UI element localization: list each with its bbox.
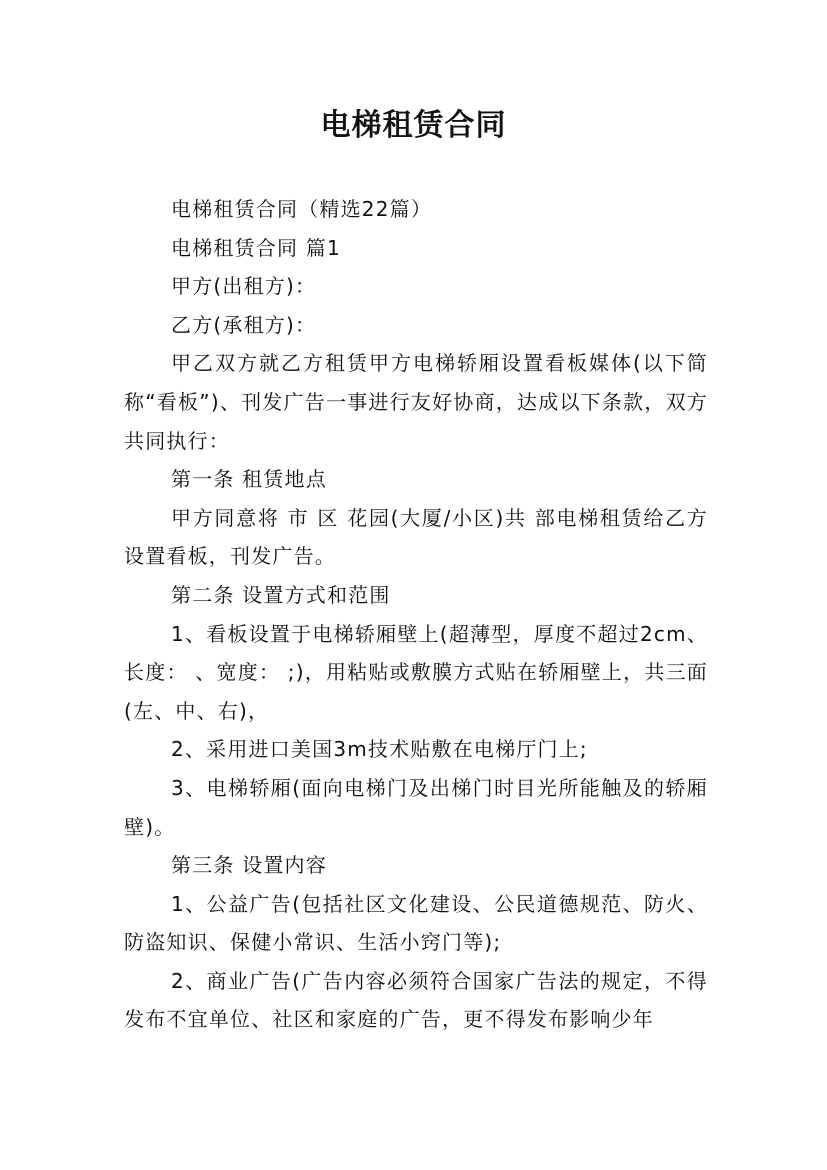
document-body	[124, 190, 708, 1039]
paragraph: 电梯租赁合同 篇1	[171, 235, 341, 260]
section-heading: 第一条 租赁地点	[171, 467, 327, 492]
paragraph: 1、看板设置于电梯轿厢壁上(超薄型，厚度不超过2cm、长度： 、宽度： ;)，用粘贴或敷膜方式贴在轿厢壁上，共三面(左、中、右)，	[124, 621, 708, 723]
paragraph: 2、采用进口美国3m技术贴敷在电梯厅门上;	[171, 737, 588, 762]
paragraph: 电梯租赁合同（精选22篇）	[171, 197, 433, 221]
paragraph: 甲方(出租方)：	[171, 274, 317, 299]
paragraph: 乙方(承租方)：	[171, 312, 317, 337]
paragraph: 甲乙双方就乙方租赁甲方电梯轿厢设置看板媒体(以下简称“看板”)、刊发广告一事进行友好协商，达成以下条款，双方共同执行：	[124, 351, 708, 453]
paragraph: 2、商业广告(广告内容必须符合国家广告法的规定，不得发布不宜单位、社区和家庭的广告，更不得发布影响少年	[124, 968, 708, 1032]
paragraph: 甲方同意将 市 区 花园(大厦/小区)共 部电梯租赁给乙方设置看板，刊发广告。	[124, 505, 708, 569]
section-heading: 第三条 设置内容	[171, 853, 327, 878]
document-title: 电梯租赁合同	[320, 108, 507, 143]
paragraph: 1、公益广告(包括社区文化建设、公民道德规范、防火、防盗知识、保健小常识、生活小窍门等);	[124, 891, 708, 955]
section-heading: 第二条 设置方式和范围	[171, 582, 391, 607]
paragraph: 3、电梯轿厢(面向电梯门及出梯门时目光所能触及的轿厢壁)。	[124, 775, 708, 839]
